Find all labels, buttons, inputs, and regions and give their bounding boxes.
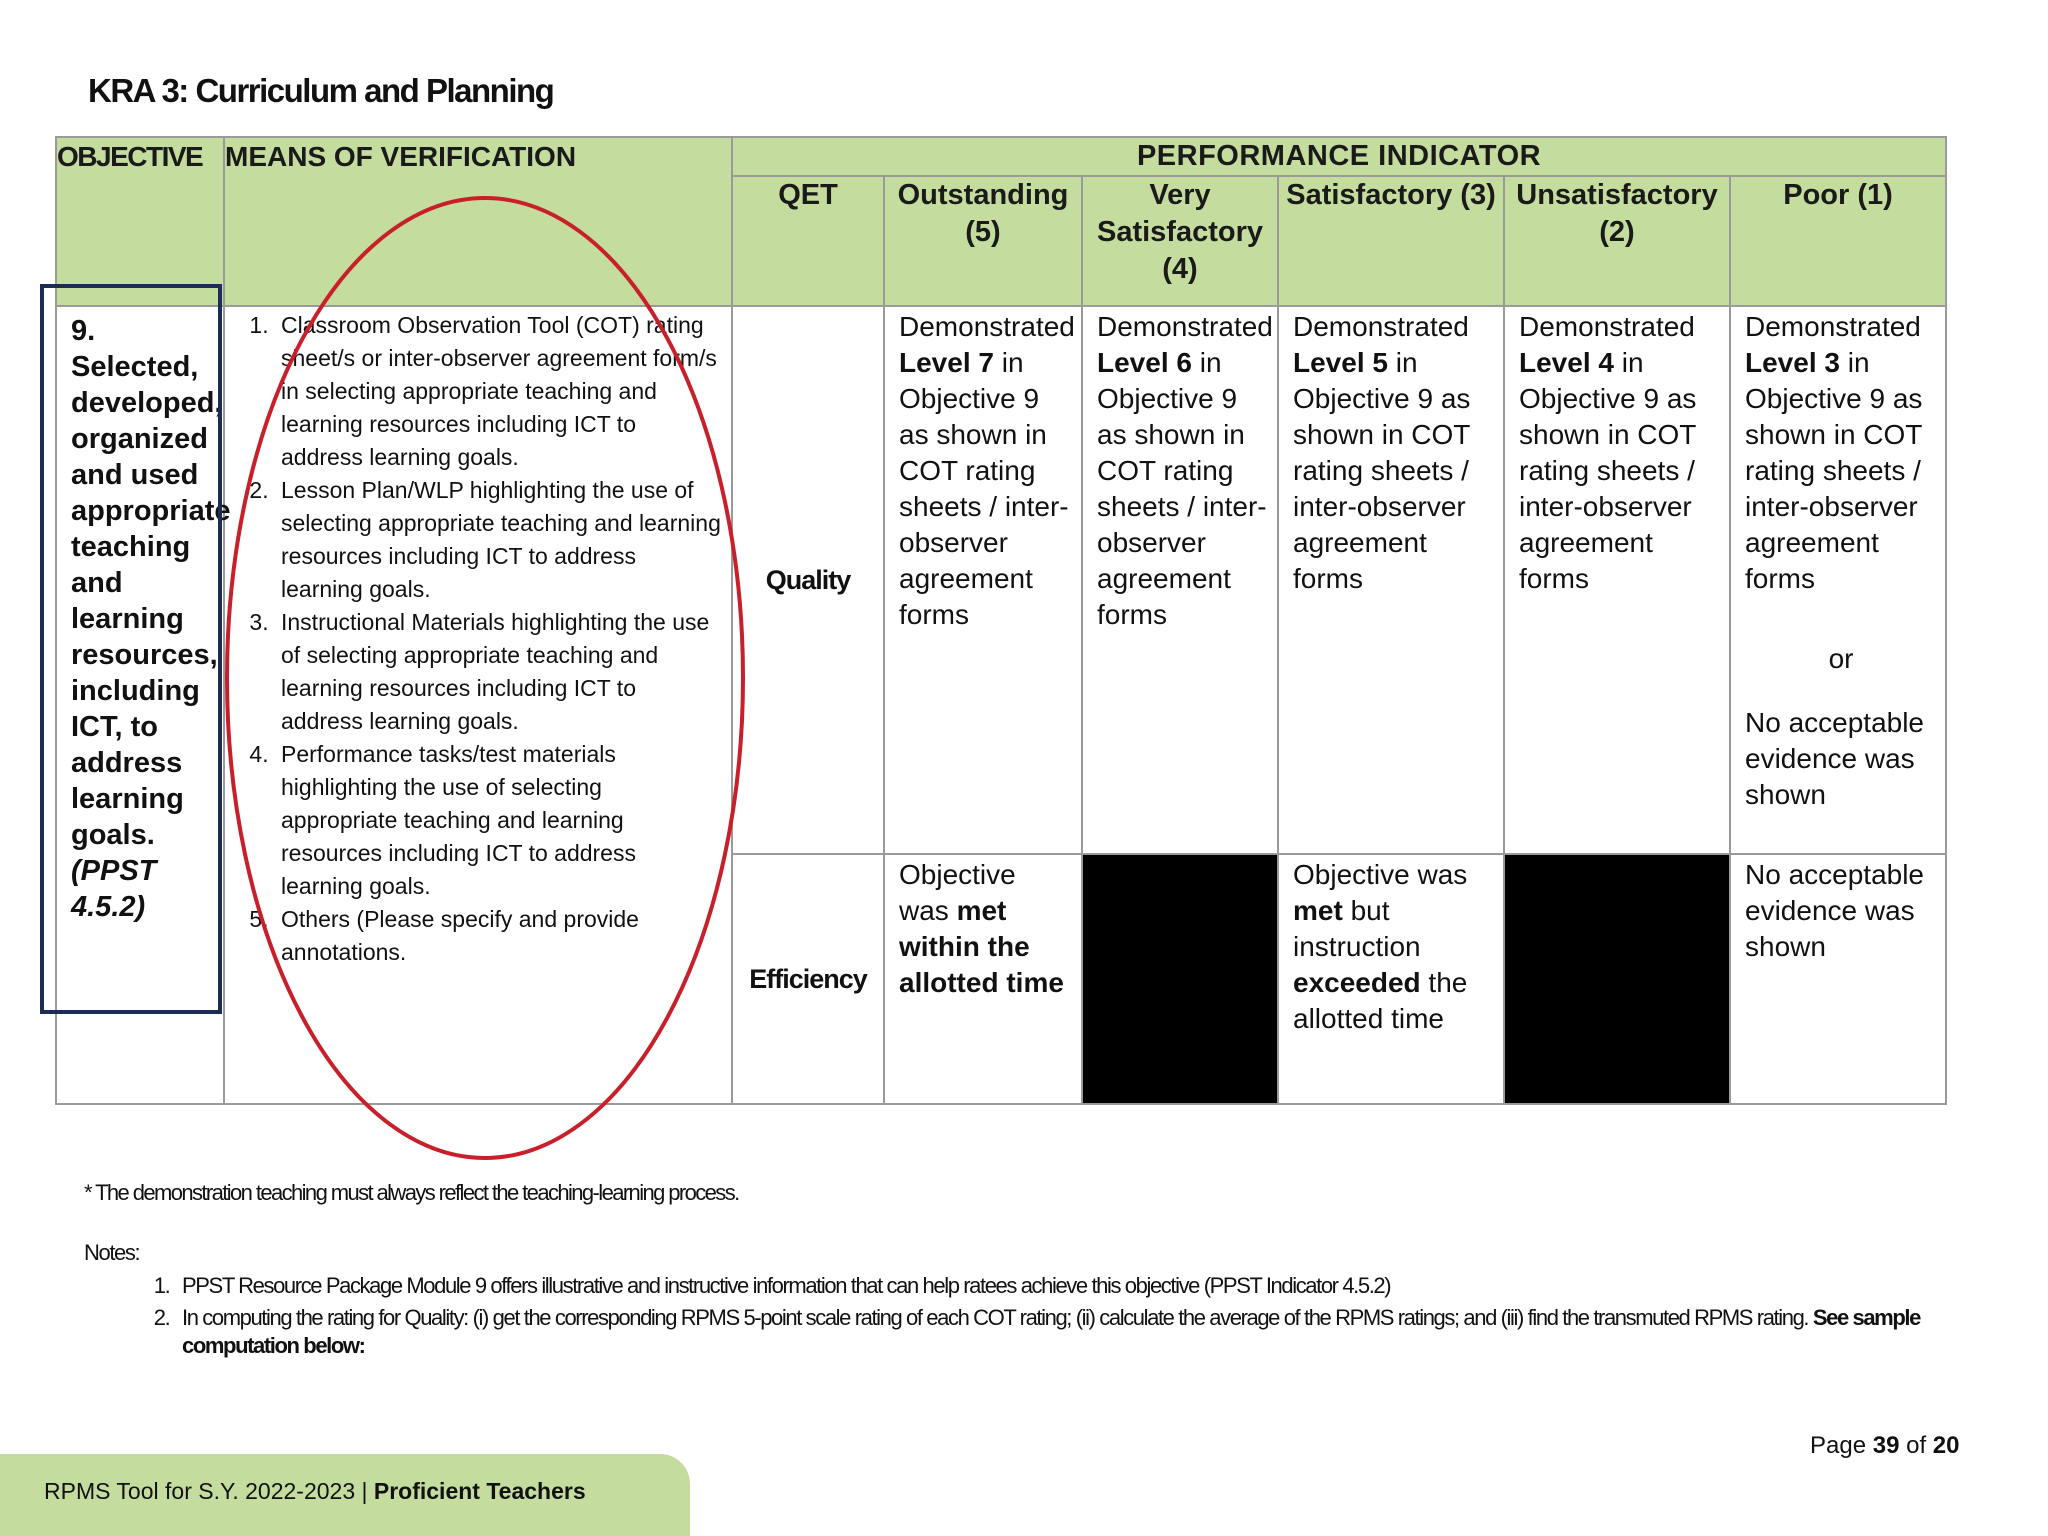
quality-unsatisfactory: Demonstrated Level 4 in Objective 9 as shown in COT rating sheets / inter-observer agreement forms — [1504, 306, 1730, 854]
header-very-satisfactory: Very Satisfactory (4) — [1082, 176, 1278, 306]
objective-text: 9. Selected, developed, organized and used appropriate teaching and learning resources, including ICT, to address learning goals. — [71, 315, 231, 851]
quality-poor-no-evidence: No acceptable evidence was shown — [1745, 707, 1925, 810]
qet-efficiency-label: Efficiency — [732, 854, 884, 1104]
page-title: KRA 3: Curriculum and Planning — [88, 72, 554, 109]
header-performance-indicator: PERFORMANCE INDICATOR — [732, 137, 1946, 176]
header-outstanding: Outstanding (5) — [884, 176, 1082, 306]
footer-text: RPMS Tool for S.Y. 2022-2023 | Proficient Teachers — [44, 1478, 586, 1504]
efficiency-poor: No acceptable evidence was shown — [1730, 854, 1946, 1104]
notes-label: Notes: — [84, 1240, 140, 1265]
efficiency-satisfactory: Objective was met but instruction exceeded the allotted time — [1278, 854, 1504, 1104]
page-number: Page 39 of 20 — [1810, 1432, 1960, 1459]
mov-list — [233, 309, 723, 969]
efficiency-unsatisfactory-blacked-out — [1504, 854, 1730, 1104]
header-poor: Poor (1) — [1730, 176, 1946, 306]
notes — [84, 1240, 1944, 1364]
mov-item: 4. Performance tasks/test materials highlighting the use of selecting appropriate teaching and learning resources including ICT to address learning goals. — [275, 738, 723, 903]
quality-very-satisfactory: Demonstrated Level 6 in Objective 9 as shown in COT rating sheets / inter-observer agreement forms — [1082, 306, 1278, 854]
mov-cell — [224, 306, 732, 1104]
footnote: * The demonstration teaching must always reflect the teaching-learning process. — [84, 1180, 739, 1205]
mov-item: 5. Others (Please specify and provide annotations. — [275, 903, 723, 969]
mov-item: 2. Lesson Plan/WLP highlighting the use of selecting appropriate teaching and learning resources including ICT to address learning goals. — [275, 474, 723, 606]
note-item: 2. In computing the rating for Quality: (i) get the corresponding RPMS 5-point scale rating of each COT rating; (ii) calculate the average of the RPMS ratings; and (iii) find the transmuted RPMS rating. See sample computation below: — [174, 1304, 1944, 1360]
mov-item: 3. Instructional Materials highlighting the use of selecting appropriate teaching and learning resources including ICT to address learning goals. — [275, 606, 723, 738]
kra-table — [55, 136, 1947, 1105]
quality-poor-or: or — [1828, 643, 1854, 674]
note-item: 1. PPST Resource Package Module 9 offers illustrative and instructive information that can help ratees achieve this objective (PPST Indicator 4.5.2) — [174, 1272, 1944, 1300]
qet-quality-label: Quality — [732, 306, 884, 854]
header-satisfactory: Satisfactory (3) — [1278, 176, 1504, 306]
quality-satisfactory: Demonstrated Level 5 in Objective 9 as shown in COT rating sheets / inter-observer agreement forms — [1278, 306, 1504, 854]
header-unsatisfactory: Unsatisfactory (2) — [1504, 176, 1730, 306]
efficiency-outstanding: Objective was met within the allotted time — [884, 854, 1082, 1104]
mov-item: 1. Classroom Observation Tool (COT) rating sheet/s or inter-observer agreement form/s in selecting appropriate teaching and learning resources including ICT to address learning goals. — [275, 309, 723, 474]
objective-highlight-box — [40, 284, 222, 1014]
efficiency-very-satisfactory-blacked-out — [1082, 854, 1278, 1104]
header-qet: QET — [732, 176, 884, 306]
header-means-of-verification: MEANS OF VERIFICATION — [224, 137, 732, 306]
quality-poor: Demonstrated Level 3 in Objective 9 as shown in COT rating sheets / inter-observer agreement forms or No acceptable evidence was shown — [1730, 306, 1946, 854]
quality-outstanding: Demonstrated Level 7 in Objective 9 as shown in COT rating sheets / inter-observer agreement forms — [884, 306, 1082, 854]
objective-ppst: (PPST 4.5.2) — [71, 855, 157, 923]
header-objective: OBJECTIVE — [56, 137, 224, 306]
